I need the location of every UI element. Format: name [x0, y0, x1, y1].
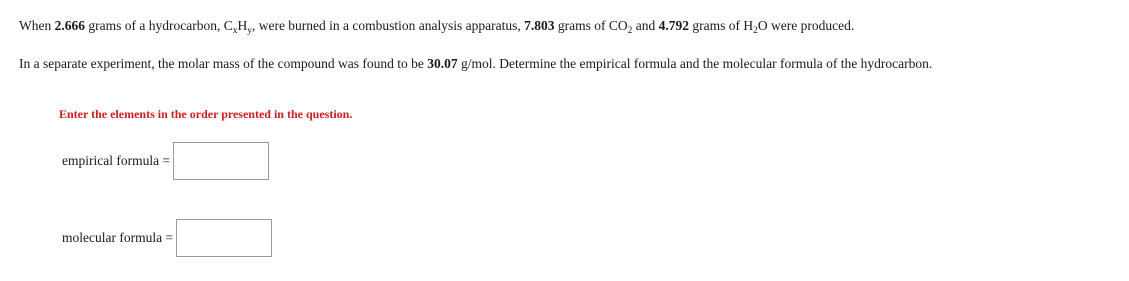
hydrocarbon-mass-value: 2.666 [54, 18, 85, 33]
h2o-mass-value: 4.792 [658, 18, 690, 33]
empirical-formula-label: empirical formula = [62, 153, 171, 168]
instruction-text: Enter the elements in the order presented in the question. [59, 107, 353, 121]
question-sentence-2 [19, 56, 932, 72]
subscript-x: x [232, 26, 238, 36]
subscript-y: y [247, 26, 252, 36]
subscript-2: 2 [627, 26, 633, 36]
molar-mass-value: 30.07 [427, 56, 458, 71]
molecular-formula-row [62, 219, 272, 257]
question-sentence-1 [19, 18, 854, 34]
molecular-formula-input[interactable] [176, 219, 272, 257]
text-segment: H [237, 18, 248, 33]
co2-mass-value: 7.803 [524, 18, 555, 33]
text-segment: grams of a hydrocarbon, C [84, 18, 233, 33]
text-segment: grams of CO [554, 18, 628, 33]
text-segment: and [632, 18, 659, 33]
molecular-formula-label: molecular formula = [62, 230, 174, 245]
subscript-2: 2 [753, 26, 758, 36]
empirical-formula-row [62, 142, 269, 180]
text-segment: When [19, 18, 55, 33]
text-segment: O were produced. [757, 18, 855, 33]
text-segment: grams of H [689, 18, 754, 33]
text-segment: , were burned in a combustion analysis apparatus, [251, 18, 525, 33]
text-segment: g/mol. Determine the empirical formula and the molecular formula of the hydrocarbon. [457, 56, 933, 71]
empirical-formula-input[interactable] [173, 142, 269, 180]
text-segment: In a separate experiment, the molar mass of the compound was found to be [19, 56, 428, 71]
